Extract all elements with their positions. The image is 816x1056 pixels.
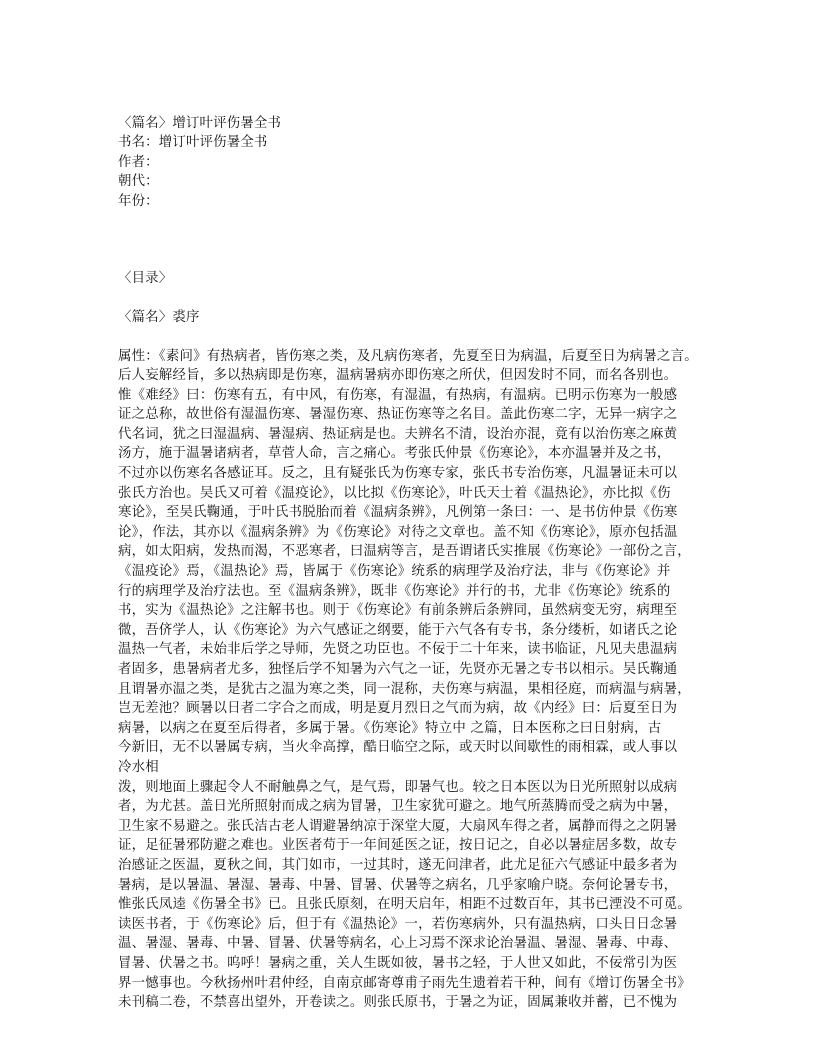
spacer — [118, 288, 708, 307]
text-line: 属性：《素问》有热病者，皆伤寒之类，及凡病伤寒者，先夏至日为病温，后夏至日为病暑之言。 — [118, 348, 698, 364]
text-line: 证，足征暑邪防避之难也。业医者苟于一年间延医之证，按日记之，自必以暑症居多数，故专 — [118, 838, 678, 854]
spacer — [118, 327, 708, 346]
section-title: 〈篇名〉增订叶评伤暑全书 — [118, 116, 282, 131]
text-line: 不过亦以伤寒名各感证耳。反之，且有疑张氏为伤寒专家，张氏书专治伤寒，凡温暑证未可以 — [118, 466, 678, 482]
text-line: 冒暑、伏暑之书。呜呼！暑病之重，关人生既如彼，暑书之轻，于人世又如此，不佞常引为医 — [118, 955, 678, 971]
text-line: 病，如太阳病，发热而渴，不恶寒者，曰温病等言，是吾谓诸氏实推展《伤寒论》一部份之言， — [118, 544, 691, 560]
author-field: 作者： — [118, 154, 159, 170]
text-line: 惟张氏凤逵《伤暑全书》已。且张氏原刻，在明天启年，相距不过数百年，其书已湮没不可觅。 — [118, 897, 691, 913]
text-line: 岂无差池？顾暑以日者二字合之而成，明是夏月烈日之气而为病，故《内经》曰：后夏至日为 — [118, 701, 678, 717]
text-line: 泼，则地面上骤起令人不耐触鼻之气，是气焉，即暑气也。较之日本医以为日光所照射以成病 — [118, 779, 678, 795]
text-line: 证之总称，故世俗有湿温伤寒、暑湿伤寒、热证伤寒等之名目。盖此伤寒二字，无异一病字之 — [118, 407, 678, 423]
year-field: 年份： — [118, 193, 159, 209]
text-line: 《温疫论》焉，《温热论》焉，皆属于《伤寒论》统系的病理学及治疗法，非与《伤寒论》并 — [118, 564, 671, 580]
text-line: 汤方，施于温暑诸病者，草菅人命，言之痛心。考张氏仲景《伤寒论》，本亦温暑并及之书， — [118, 446, 671, 462]
text-line: 论》，作法，其亦以《温病条辨》为《伤寒论》对待之文章也。盖不知《伤寒论》，原亦包括温 — [118, 524, 678, 540]
preface-body — [118, 347, 708, 1013]
text-line: 者固多，患暑病者尤多，独怪后学不知暑为六气之一证，先贤亦无暑之专书以相示。吴氏鞠通 — [118, 662, 678, 678]
preface-title: 〈篇名〉裘序 — [118, 309, 200, 325]
text-line: 书，实为《温热论》之注解书也。则于《伤寒论》有前条辨后条辨同，虽然病变无穷，病理至 — [118, 603, 678, 619]
text-line: 温热一气者，未始非后学之导师，先贤之功臣也。不佞于二十年来，读书临证，凡见夫患温病 — [118, 642, 678, 658]
text-line: 代名词，犹之曰湿温病、暑湿病、热证病是也。夫辨名不清，设治亦混，竟有以治伤寒之麻黄 — [118, 426, 678, 442]
text-line: 惟《难经》曰：伤寒有五，有中风，有伤寒，有湿温，有热病，有温病。已明示伤寒为一般感 — [118, 387, 678, 403]
text-line: 后人妄解经旨，多以热病即是伤寒，温病暑病亦即伤寒之所伏，但因发时不同，而名各别也。 — [118, 368, 678, 384]
text-line: 卫生家不易避之。张氏洁古老人谓避暑纳凉于深堂大厦，大扇风车得之者，属静而得之之阴暑 — [118, 818, 678, 834]
dynasty-field: 朝代： — [118, 174, 159, 190]
book-name-field: 书名：增订叶评伤暑全书 — [118, 135, 268, 151]
text-line: 未刊稿二卷，不禁喜出望外，开卷读之。则张氏原书，于暑之为证，固属兼收并蓄，已不愧为 — [118, 995, 678, 1011]
text-line: 且谓暑亦温之类，是犹古之温为寒之类，同一混称，夫伤寒与病温，果相径庭，而病温与病暑， — [118, 681, 691, 697]
text-line: 行的病理学及治疗法也。至《温病条辨》，既非《伤寒论》并行的书，尤非《伤寒论》统系的 — [118, 583, 671, 599]
text-line: 微，吾侪学人，认《伤寒论》为六气感证之纲要，能于六气各有专书，条分缕析，如诸氏之论 — [118, 622, 678, 638]
text-line: 治感证之医温，夏秋之间，其门如市，一过其时，遂无问津者，此尤足征六气感证中最多者为 — [118, 857, 678, 873]
document-page — [118, 114, 708, 1013]
text-line: 今新旧，无不以暑属专病，当火伞高撑，酷日临空之际，或天时以间歇性的雨相霖，或人事以 — [118, 740, 678, 756]
toc-heading: 〈目录〉 — [118, 270, 173, 286]
text-line: 病暑，以病之在夏至后得者，多属于暑。《伤寒论》特立中 之篇，日本医称之曰日射病，古 — [118, 720, 662, 736]
text-line: 张氏方治也。吴氏又可着《温疫论》，以比拟《伤寒论》，叶氏天士着《温热论》，亦比拟《伤 — [118, 485, 671, 501]
text-line: 界一憾事也。今秋扬州叶君仲经，自南京邮寄尊甫子雨先生遗着若干种，间有《增订伤暑全书》 — [118, 975, 691, 991]
text-line: 者，为尤甚。盖日光所照射而成之病为冒暑，卫生家犹可避之。地气所蒸腾而受之病为中暑， — [118, 799, 678, 815]
text-line: 读医书者，于《伤寒论》后，但于有《温热论》一，若伤寒病外，只有温热病，口头日日念暑 — [118, 916, 678, 932]
spacer — [118, 211, 708, 269]
text-line: 温、暑湿、暑毒、中暑、冒暑、伏暑等病名，心上习焉不深求论治暑温、暑湿、暑毒、中毒、 — [118, 936, 678, 952]
text-line: 暑病，是以暑温、暑湿、暑毒、中暑、冒暑、伏暑等之病名，几乎家喻户晓。奈何论暑专书， — [118, 877, 678, 893]
text-line: 寒论》，至吴氏鞠通，于叶氏书脱胎而着《温病条辨》，凡例第一条曰：一、是书仿仲景《伤寒 — [118, 505, 678, 521]
text-line: 冷水相 — [118, 759, 159, 775]
